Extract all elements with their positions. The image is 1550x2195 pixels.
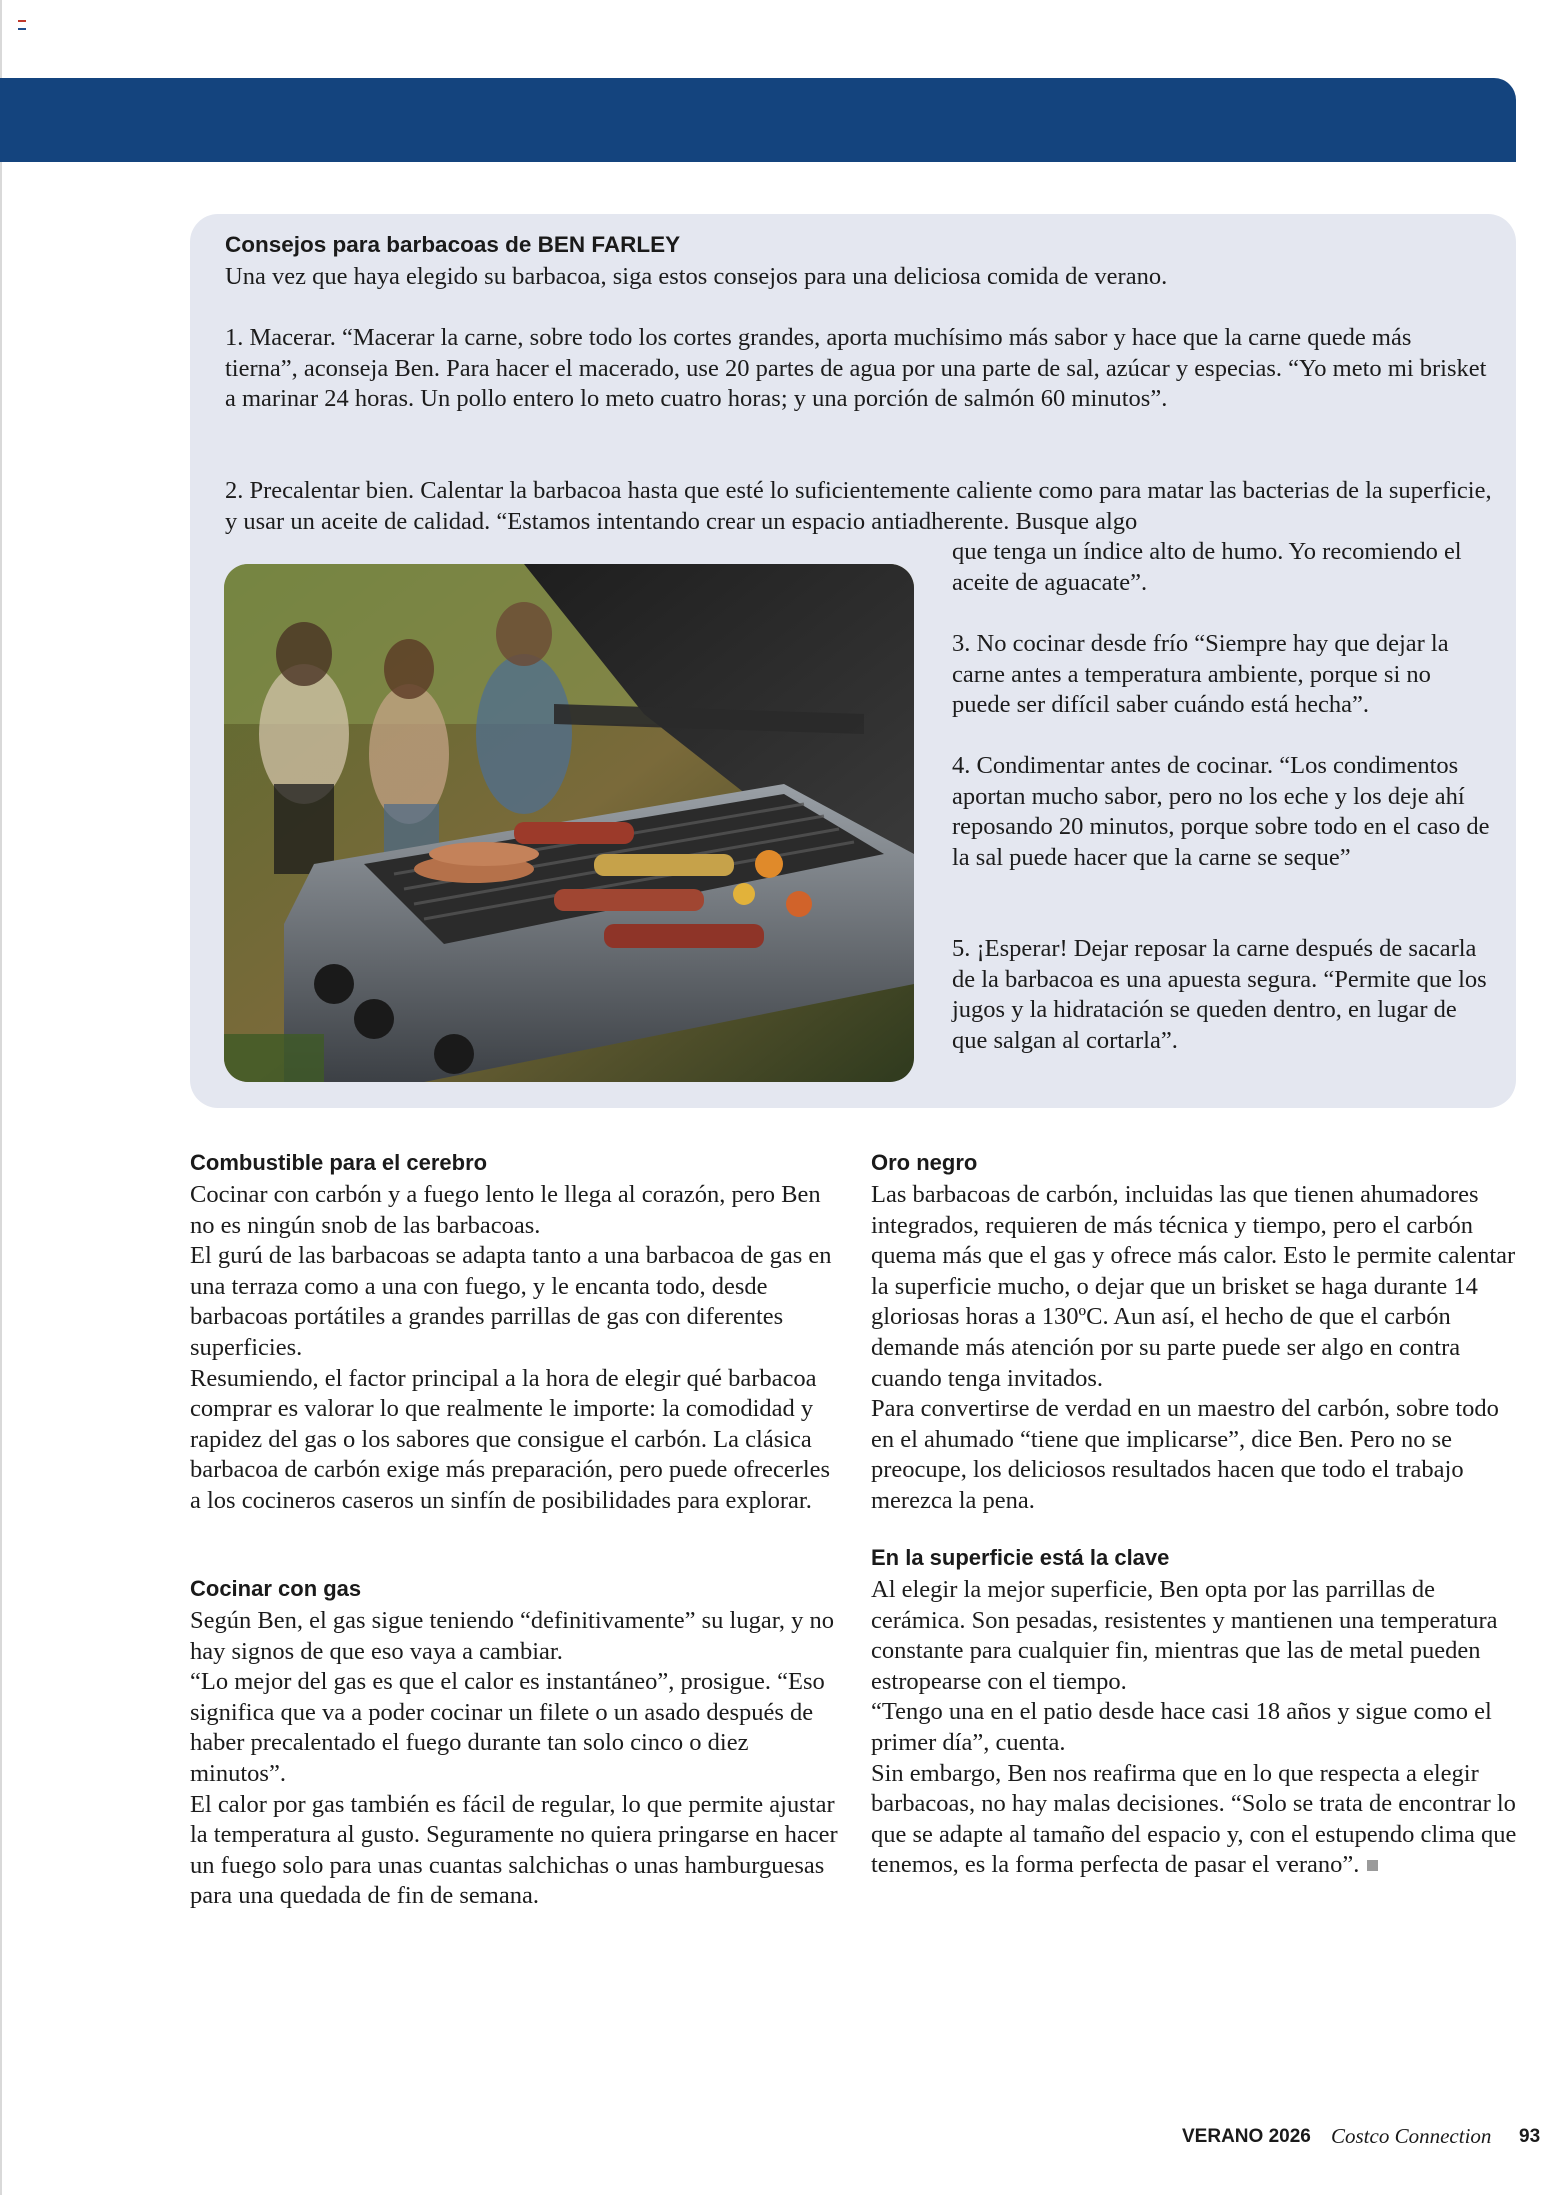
paragraph: El gurú de las barbacoas se adapta tanto a una barbacoa de gas en una terraza como a una con fuego, y le encanta todo, desde barbacoas portátiles a grandes parrillas de gas con diferentes superficies.	[190, 1242, 832, 1361]
section-surface-body	[871, 1575, 1521, 1881]
paragraph: “Lo mejor del gas es que el calor es instantáneo”, prosigue. “Eso significa que va a poder cocinar un filete o un asado después de haber precalentado el fuego durante tan solo cinco o diez minutos”.	[190, 1668, 825, 1787]
page-number: 93	[1519, 2126, 1541, 2147]
end-mark-icon	[1367, 1860, 1378, 1871]
section-heading-brain: Combustible para el cerebro	[190, 1150, 488, 1175]
barbecue-photo	[224, 564, 914, 1082]
section-gas-body	[190, 1606, 840, 1912]
tip-4: 4. Condimentar antes de cocinar. “Los condimentos aportan mucho sabor, pero no los eche y los deje ahí reposando 20 minutos, porque sobre todo en el caso de la sal puede hacer que la carne se seque”	[952, 752, 1490, 871]
paragraph: El calor por gas también es fácil de regular, lo que permite ajustar la temperatura al gusto. Seguramente no quiera pringarse en hacer un fuego solo para unas cuantas salchichas o unas hamburguesas para una quedada de fin de semana.	[190, 1790, 838, 1910]
paragraph: “Tengo una en el patio desde hace casi 18 años y sigue como el primer día”, cuenta.	[871, 1698, 1492, 1756]
tip-3: 3. No cocinar desde frío “Siempre hay que dejar la carne antes a temperatura ambiente, porque si no puede ser difícil saber cuándo está hecha”.	[952, 630, 1449, 719]
tip-5: 5. ¡Esperar! Dejar reposar la carne después de sacarla de la barbacoa es una apuesta segura. “Permite que los jugos y la hidratación se queden dentro, en lugar de que salgan al cortarla”.	[952, 935, 1487, 1054]
tip-2-end: que tenga un índice alto de humo. Yo recomiendo el aceite de aguacate”.	[952, 538, 1462, 596]
paragraph: Al elegir la mejor superficie, Ben opta por las parrillas de cerámica. Son pesadas, resistentes y mantienen una temperatura constante para cualquier fin, mientras que las de metal pueden estropearse con el tiempo.	[871, 1576, 1498, 1695]
tip-1: 1. Macerar. “Macerar la carne, sobre todo los cortes grandes, aporta muchísimo más sabor y hace que la carne quede más tierna”, aconseja Ben. Para hacer el macerado, use 20 partes de agua por una parte de sal, azúcar y especias. “Yo meto mi brisket a marinar 24 horas. Un pollo entero lo meto cuatro horas; y una porción de salmón 60 minutos”.	[225, 324, 1487, 413]
section-black-gold-body	[871, 1180, 1521, 1517]
footer-season: VERANO 2026	[1182, 2126, 1311, 2147]
corner-mark-icon	[18, 20, 26, 30]
paragraph: Las barbacoas de carbón, incluidas las que tienen ahumadores integrados, requieren de más técnica y tiempo, pero el carbón quema más que el gas y ofrece más calor. Esto le permite calentar la superficie mucho, o dejar que un brisket se haga durante 14 gloriosas horas a 130ºC. Aun así, el hecho de que el carbón demande más atención por su parte puede ser algo en contra cuando tenga invitados.	[871, 1181, 1516, 1392]
header-band	[0, 78, 1516, 162]
paragraph: Cocinar con carbón y a fuego lento le llega al corazón, pero Ben no es ningún snob de las barbacoas.	[190, 1181, 821, 1239]
page-edge-line	[0, 0, 2, 2195]
paragraph: Para convertirse de verdad en un maestro del carbón, sobre todo en el ahumado “tiene que implicarse”, dice Ben. Pero no se preocupe, los deliciosos resultados hacen que todo el trabajo merezca la pena.	[871, 1395, 1499, 1514]
paragraph: Según Ben, el gas sigue teniendo “definitivamente” su lugar, y no hay signos de que eso vaya a cambiar.	[190, 1607, 835, 1665]
section-heading-black-gold: Oro negro	[871, 1150, 978, 1175]
tips-title: Consejos para barbacoas de BEN FARLEY	[225, 232, 681, 257]
footer-magazine: Costco Connection	[1331, 2124, 1492, 2148]
section-brain-body	[190, 1180, 840, 1517]
tip-2-start: 2. Precalentar bien. Calentar la barbacoa hasta que esté lo suficientemente caliente como para matar las bacterias de la superficie, y usar un aceite de calidad. “Estamos intentando crear un espacio antiadherente. Busque algo	[225, 477, 1492, 535]
paragraph	[871, 1759, 1521, 1881]
closing-text: Sin embargo, Ben nos reafirma que en lo que respecta a elegir barbacoas, no hay malas decisiones. “Solo se trata de encontrar lo que se adapte al tamaño del espacio y, con el estupendo clima que tenemos, es la forma perfecta de pasar el verano”.	[871, 1759, 1517, 1879]
section-heading-gas: Cocinar con gas	[190, 1576, 362, 1601]
tips-intro: Una vez que haya elegido su barbacoa, siga estos consejos para una deliciosa comida de verano.	[225, 263, 1168, 290]
section-heading-surface: En la superficie está la clave	[871, 1545, 1170, 1570]
paragraph: Resumiendo, el factor principal a la hora de elegir qué barbacoa comprar es valorar lo que realmente le importe: la comodidad y rapidez del gas o los sabores que consigue el carbón. La clásica barbacoa de carbón exige más preparación, pero puede ofrecerles a los cocineros caseros un sinfín de posibilidades para explorar.	[190, 1364, 831, 1514]
